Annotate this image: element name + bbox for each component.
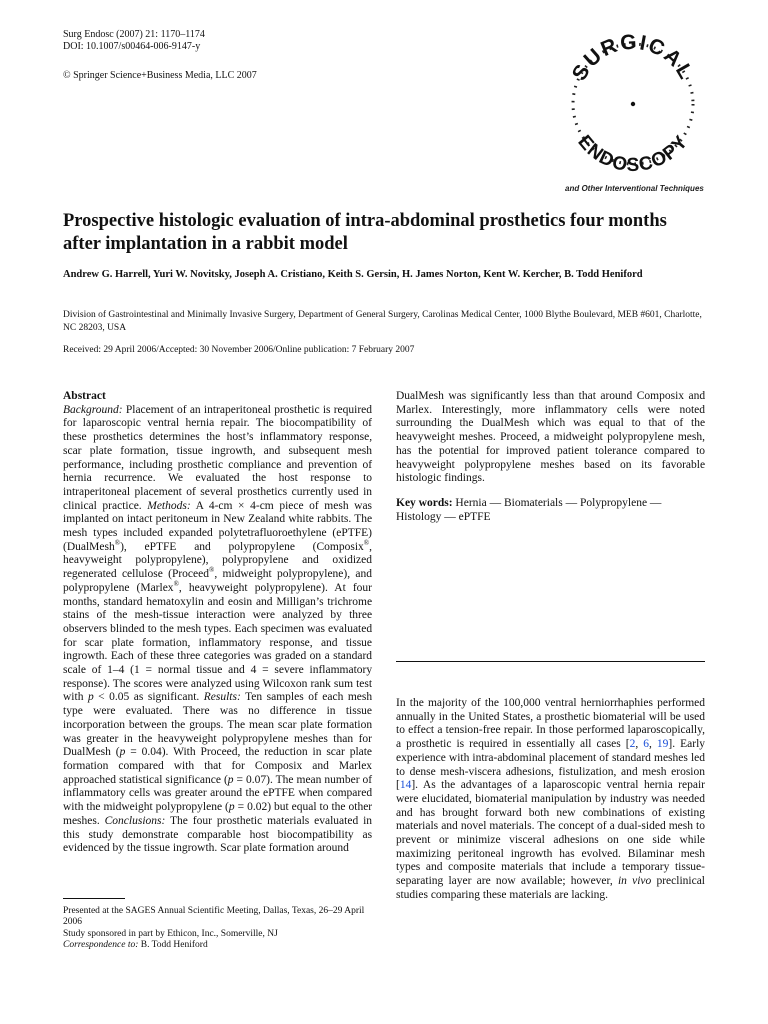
conclusions-label: Conclusions:: [104, 814, 166, 827]
conclusions-text: The four prosthetic materials evaluated in this study demonstrate comparable host biocompatibility as evidenced by the tissue ingrowth. Scar plate formation around: [63, 814, 373, 855]
abstract-paragraph: [63, 404, 372, 856]
publication-dates: Received: 29 April 2006/Accepted: 30 November 2006/Online publication: 7 February 2007: [63, 345, 415, 355]
results-label: Results:: [203, 691, 241, 704]
ref-link[interactable]: 19: [656, 738, 669, 751]
background-label: Background:: [63, 403, 123, 416]
introduction-text: In the majority of the 100,000 ventral herniorrhaphies performed annually in the United States, a prosthetic biomaterial will be used to effect a tension-free repair. In those performed laparoscopically, a prosthetic is required in essentially all cases [2, 6, 19]. Early experience with intra-abdominal placement of standard meshes led to dense mesh-viscera adhesions, fistulization, and mesh erosion [14]. As the advantages of a laparoscopic ventral hernia repair were elucidated, biomaterial manipulation by industry was needed and has brought forward both new combinations of existing materials and novel materials. The concept of a dual-sided mesh to prevent or minimize visceral adhesions on one side while maximizing peritoneal ingrowth has evolved. Bilaminar mesh types and composite materials that include a temporary tissue-separating layer are now available; however, in vivo preclinical studies comparing these materials are lacking.: [396, 697, 706, 901]
journal-citation: Surg Endosc (2007) 21: 1170–1174: [63, 29, 205, 40]
affiliation: Division of Gastrointestinal and Minimally Invasive Surgery, Department of General Surgery, Carolinas Medical Center, 1000 Blythe Boulevard, MEB #601, Charlotte, NC 28203, USA: [63, 310, 702, 333]
svg-text:ENDOSCOPY: [573, 132, 692, 177]
keywords-divider: [396, 661, 705, 662]
article-title: Prospective histologic evaluation of intra-abdominal prosthetics four months after implantation in a rabbit model: [63, 211, 667, 254]
svg-text:SURGICAL: [568, 31, 698, 85]
footnote-presented: Presented at the SAGES Annual Scientific Meeting, Dallas, Texas, 26–29 April 2006: [63, 906, 365, 928]
results-text: Ten samples of each mesh type were evaluated. There was no difference in tissue incorporation between the groups. The mean scar plate formation was greater in the heavyweight polypropylene meshes than for DualMesh (p = 0.04). With Proceed, the reduction in scar plate formation compared with that for Composix and Marlex approached statistical significance (p = 0.07). The mean number of inflammatory cells was greater around the ePTFE when compared with the midweight polypropylene (p = 0.02) but equal to the other meshes.: [63, 691, 373, 827]
footnote-rule: [63, 898, 125, 899]
methods-label: Methods:: [147, 499, 191, 512]
doi[interactable]: DOI: 10.1007/s00464-006-9147-y: [63, 41, 201, 52]
abstract-paragraph-continued: DualMesh was significantly less than that around Composix and Marlex. Interestingly, more inflammatory cells were noted surrounding the DualMesh which was equal to that of the heavyweight meshes. Proceed, a midweight polypropylene mesh, has the potential for improved patient tolerance compared to heavyweight polypropylene meshes based on its favorable histologic findings.: [396, 390, 706, 485]
keywords-label: Key words:: [396, 496, 453, 509]
abstract-right-column: [396, 390, 705, 524]
journal-logo: [548, 22, 718, 198]
keywords-text: Hernia — Biomaterials — Polypropylene — Histology — ePTFE: [396, 496, 662, 523]
copyright: © Springer Science+Business Media, LLC 2007: [63, 70, 257, 81]
author-list: Andrew G. Harrell, Yuri W. Novitsky, Joseph A. Cristiano, Keith S. Gersin, H. James Norton, Kent W. Kercher, B. Todd Heniford: [63, 269, 643, 280]
keywords: [396, 497, 705, 524]
ref-link[interactable]: 6: [643, 738, 649, 751]
footnote-sponsored: Study sponsored in part by Ethicon, Inc., Somerville, NJ: [63, 928, 278, 939]
abstract-heading: Abstract: [63, 390, 106, 402]
logo-word-bottom: ENDOSCOPY: [573, 131, 693, 177]
ref-link[interactable]: 2: [629, 738, 636, 751]
abstract-left-column: [63, 390, 372, 856]
footnote-correspondence: Correspondence to: B. Todd Heniford: [63, 940, 208, 951]
journal-header: [63, 29, 383, 53]
background-text: Placement of an intraperitoneal prosthetic is required for laparoscopic ventral hernia repair. The biocompatibility of these prosthetics determines the host’s inflammatory response, scar plate formation, tissue ingrowth, and subsequent mesh performance, including prosthetic compliance and prevention of hernia recurrence. We evaluated the host response to intraperitoneal placement of several prosthetics currently used in clinical practice.: [63, 403, 373, 512]
logo-center-dot: [631, 102, 635, 106]
logo-tagline: and Other Interventional Techniques: [565, 184, 704, 193]
footnotes: [63, 906, 372, 952]
methods-text: A 4-cm × 4-cm piece of mesh was implanted on intact peritoneum in New Zealand white rabbits. The mesh types included expanded polytetrafluoroethylene (ePTFE) (DualMesh®), ePTFE and polypropylene (Composix®, heavyweight polypropylene), polypropylene and oxidized regenerated cellulose (Proceed®, midweight polypropylene), and polypropylene (Marlex®, heavyweight polypropylene). At four months, standard hematoxylin and eosin and Milligan’s trichrome stains of the mesh-tissue interaction were analyzed by three observers blinded to the mesh types. Each specimen was evaluated for scar plate formation, inflammatory response, and tissue ingrowth. Each of these three categories was graded on a standard scale of 1–4 (1 = normal tissue and 4 = severe inflammatory response). The scores were analyzed using Wilcoxon rank sum test with p < 0.05 as significant.: [63, 499, 373, 704]
ref-link[interactable]: 14: [399, 779, 412, 792]
logo-word-top: SURGICAL: [567, 30, 699, 85]
